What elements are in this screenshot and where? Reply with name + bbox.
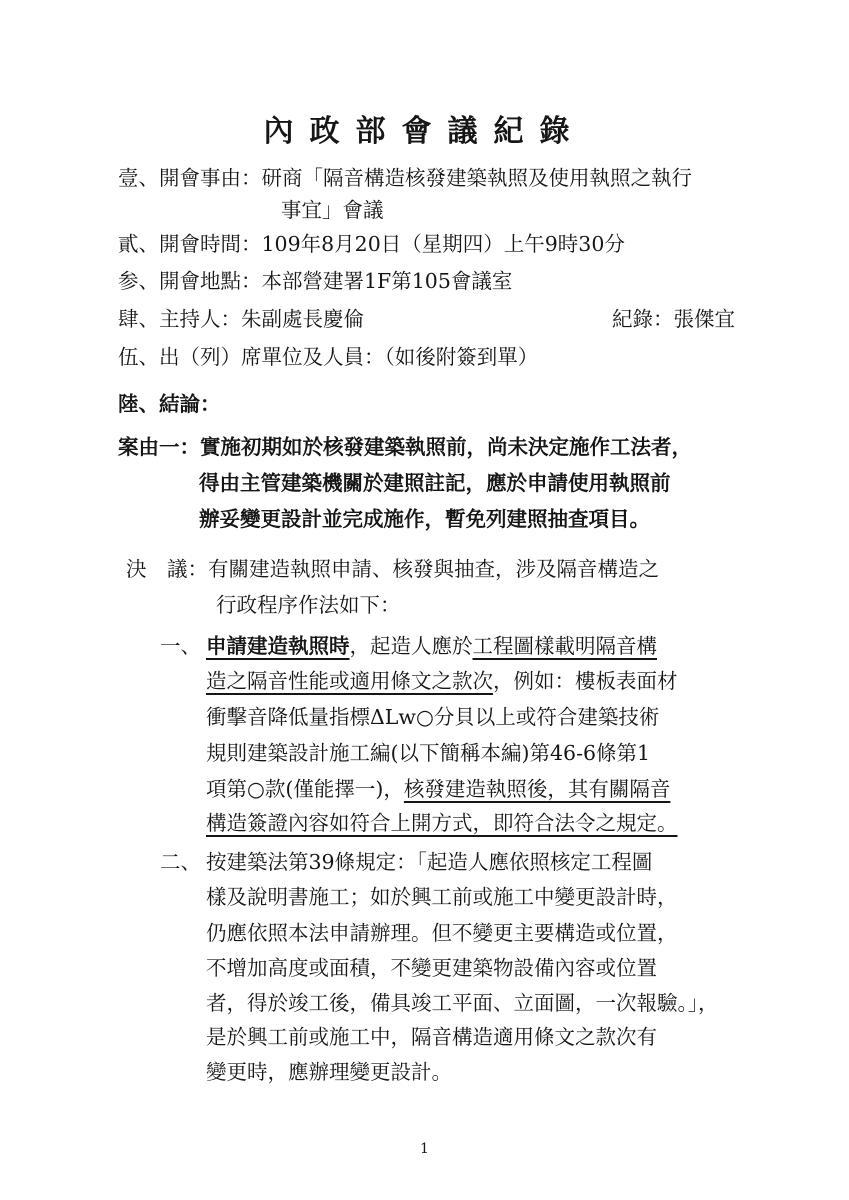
- meeting-time: 貳、開會時間：109年8月20日（星期四）上午9時30分: [118, 232, 625, 256]
- document-title: 內政部會議紀錄: [263, 114, 586, 149]
- point1-underlined-compliance: 構造簽證內容如符合上開方式，即符合法令之規定。: [206, 811, 678, 835]
- point1-marker: 一、: [160, 634, 201, 658]
- point1-line6: [206, 810, 678, 836]
- point1-underlined-drawings: 工程圖樣載明隔音構: [472, 634, 657, 658]
- point2-line7: 變更時，應辦理變更設計。: [206, 1060, 452, 1084]
- case1-line2: 得由主管建築機關於建照註記，應於申請使用執照前: [199, 471, 671, 495]
- point1-line1: 申請建造執照時，起造人應於工程圖樣載明隔音構: [206, 634, 657, 658]
- point2-line4: 不增加高度或面積，不變更建築物設備內容或位置: [206, 956, 657, 980]
- resolution-line1: 決 議：有關建造執照申請、核發與抽查，涉及隔音構造之: [126, 557, 659, 581]
- meeting-attendees: 伍、出（列）席單位及人員：（如後附簽到單）: [118, 345, 539, 369]
- meeting-recorder: 紀錄：張傑宜: [612, 307, 735, 331]
- point2-line3: 仍應依照本法申請辦理。但不變更主要構造或位置，: [206, 921, 678, 945]
- point1-line4: 規則建築設計施工編(以下簡稱本編)第46-6條第1: [206, 741, 651, 765]
- point1-line5: 項第○款(僅能擇一)，核發建造執照後，其有關隔音: [206, 777, 671, 801]
- resolution-line2: 行政程序作法如下：: [216, 593, 401, 617]
- meeting-subject-line2: 事宜」會議: [281, 198, 384, 222]
- point1-underlined-performance: 造之隔音性能或適用條文之款次: [206, 669, 493, 693]
- meeting-subject-line1: 壹、開會事由：研商「隔音構造核發建築執照及使用執照之執行: [118, 166, 692, 190]
- point1-underlined-issuance: 核發建造執照後，其有關隔音: [403, 777, 671, 801]
- point1-line2: 造之隔音性能或適用條文之款次，例如：樓板表面材: [206, 669, 678, 693]
- case1-line1: 案由一：實施初期如於核發建築執照前，尚未決定施作工法者，: [118, 435, 692, 459]
- conclusion-heading: 陸、結論：: [118, 392, 221, 416]
- case1-line3: 辦妥變更設計並完成施作，暫免列建照抽查項目。: [199, 507, 650, 531]
- meeting-location: 参、開會地點：本部營建署1F第105會議室: [118, 269, 513, 293]
- point1-underlined-apply: 申請建造執照時: [206, 634, 350, 658]
- point2-line2: 樣及說明書施工；如於興工前或施工中變更設計時，: [206, 885, 678, 909]
- point2-line5: 者，得於竣工後，備具竣工平面、立面圖，一次報驗。」，: [206, 991, 719, 1015]
- point2-line1: 按建築法第39條規定：「起造人應依照核定工程圖: [206, 850, 653, 874]
- meeting-chair: 肆、主持人：朱副處長慶倫: [118, 307, 364, 331]
- point1-line3: 衝擊音降低量指標ΔLw○分貝以上或符合建築技術: [206, 705, 660, 729]
- point2-line6: 是於興工前或施工中，隔音構造適用條文之款次有: [206, 1025, 657, 1049]
- page-number: 1: [420, 1141, 429, 1157]
- point2-marker: 二、: [160, 850, 201, 874]
